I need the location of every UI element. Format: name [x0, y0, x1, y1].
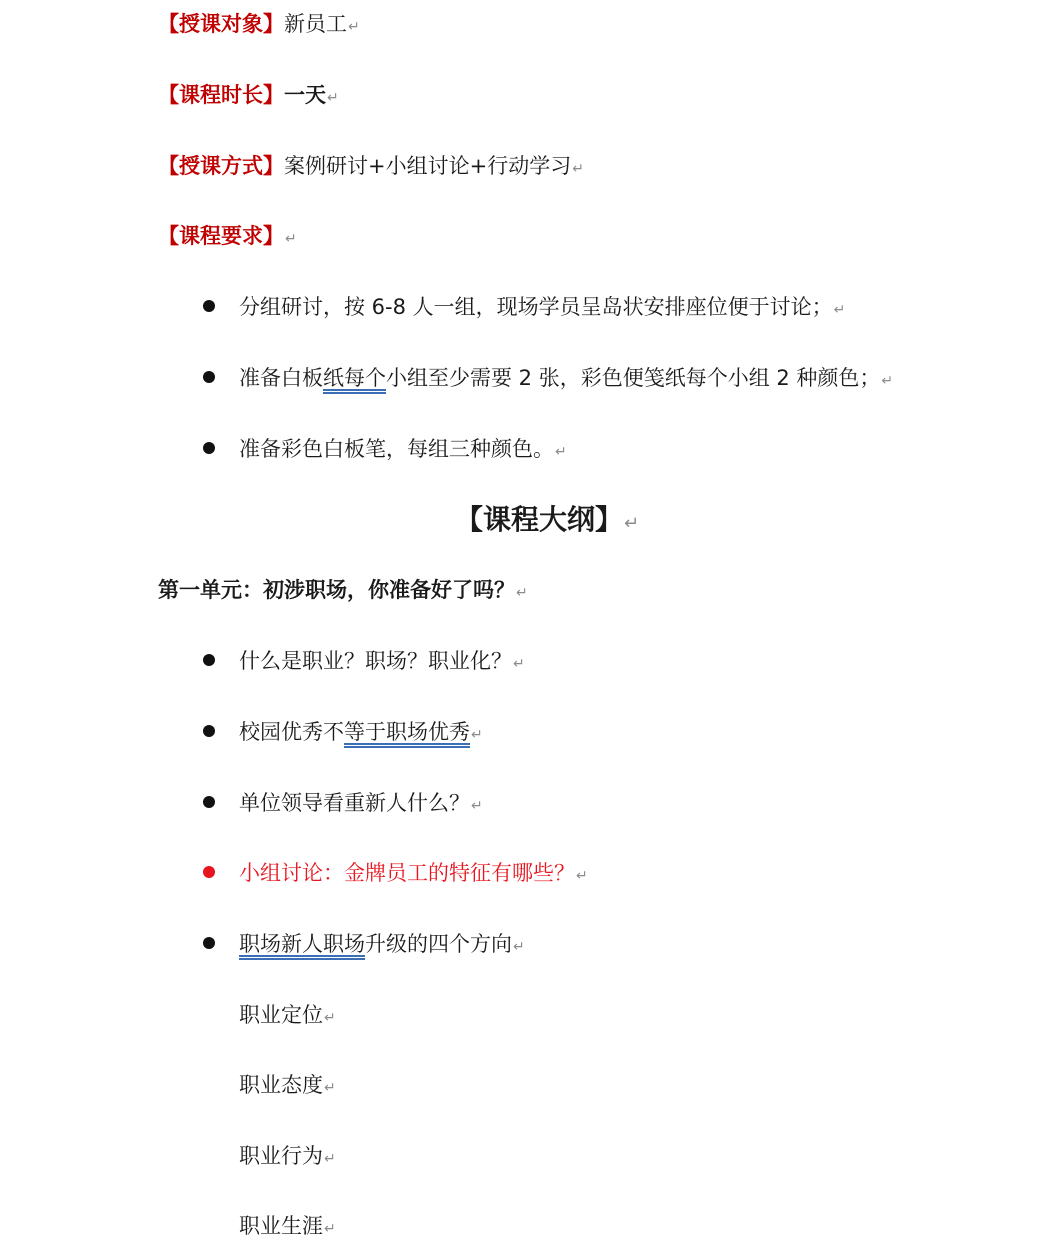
unit1-item — [239, 931, 525, 960]
paragraph-mark-icon: ↵ — [348, 19, 360, 35]
paragraph-mark-icon: ↵ — [324, 1080, 336, 1096]
subitem-text: 职业生涯 — [239, 1214, 323, 1238]
requirement-item — [239, 436, 567, 465]
outline-title-text: 【课程大纲】 — [455, 503, 624, 536]
paragraph-mark-icon: ↵ — [327, 90, 339, 106]
unit1-item-text: 升级的四个方向 — [365, 932, 512, 956]
bullet-icon — [203, 442, 215, 454]
paragraph-mark-icon: ↵ — [833, 302, 846, 318]
paragraph-mark-icon: ↵ — [516, 585, 528, 601]
paragraph-mark-icon: ↵ — [513, 656, 525, 672]
paragraph-mark-icon: ↵ — [324, 1151, 336, 1167]
requirement-text: 准备白板 — [239, 366, 323, 390]
unit1-item — [239, 719, 483, 748]
unit1-item-text-underlined: 职场新人职场 — [239, 932, 365, 956]
paragraph-mark-icon: ↵ — [285, 231, 297, 247]
unit1-subitem — [239, 1072, 336, 1101]
bullet-icon — [203, 796, 215, 808]
paragraph-mark-icon: ↵ — [324, 1010, 336, 1026]
meta-method — [158, 153, 584, 182]
requirements-label: 【课程要求】 — [158, 224, 284, 248]
bullet-icon — [203, 937, 215, 949]
bullet-icon — [203, 725, 215, 737]
meta-audience — [158, 11, 360, 40]
unit1-item-text: 什么是职业？职场？职业化？ — [239, 649, 512, 673]
paragraph-mark-icon: ↵ — [513, 939, 525, 955]
audience-value: 新员工 — [284, 12, 347, 36]
requirement-item — [239, 365, 893, 394]
paragraph-mark-icon: ↵ — [324, 1221, 336, 1237]
meta-duration — [158, 82, 339, 111]
bullet-icon — [203, 654, 215, 666]
requirement-text-underlined: 纸每个 — [323, 366, 386, 390]
unit1-subitem — [239, 1143, 336, 1172]
subitem-text: 职业行为 — [239, 1144, 323, 1168]
subitem-text: 职业态度 — [239, 1073, 323, 1097]
meta-requirements — [158, 223, 297, 252]
requirement-text: 准备彩色白板笔，每组三种颜色。 — [239, 437, 554, 461]
requirement-text: 分组研讨，按 6-8 人一组，现场学员呈岛状安排座位便于讨论； — [239, 295, 833, 319]
outline-title — [455, 503, 639, 541]
bullet-icon — [203, 300, 215, 312]
paragraph-mark-icon: ↵ — [576, 868, 588, 884]
paragraph-mark-icon: ↵ — [572, 161, 584, 177]
unit1-title-text: 第一单元：初涉职场，你准备好了吗？ — [158, 578, 515, 602]
unit1-item-text: 小组讨论：金牌员工的特征有哪些？ — [239, 861, 575, 885]
unit1-subitem — [239, 1002, 336, 1031]
unit1-item-text-underlined: 等于职场优秀 — [344, 720, 470, 744]
unit1-title — [158, 577, 528, 606]
unit1-item — [239, 648, 525, 677]
paragraph-mark-icon: ↵ — [881, 373, 894, 389]
paragraph-mark-icon: ↵ — [471, 727, 483, 743]
duration-value: 一天 — [284, 83, 326, 107]
unit1-subitem — [239, 1213, 336, 1242]
unit1-item-text: 校园优秀不 — [239, 720, 344, 744]
duration-label: 【课程时长】 — [158, 83, 284, 107]
bullet-icon — [203, 866, 215, 878]
paragraph-mark-icon: ↵ — [471, 798, 483, 814]
subitem-text: 职业定位 — [239, 1003, 323, 1027]
bullet-icon — [203, 371, 215, 383]
requirement-text: 小组至少需要 2 张，彩色便笺纸每个小组 2 种颜色； — [386, 366, 881, 390]
unit1-item-text: 单位领导看重新人什么？ — [239, 791, 470, 815]
paragraph-mark-icon: ↵ — [555, 444, 567, 460]
requirement-item — [239, 294, 845, 323]
audience-label: 【授课对象】 — [158, 12, 284, 36]
unit1-item — [239, 790, 483, 819]
paragraph-mark-icon: ↵ — [624, 513, 640, 534]
method-label: 【授课方式】 — [158, 154, 284, 178]
method-value: 案例研讨+小组讨论+行动学习 — [284, 154, 572, 178]
unit1-item-highlight — [239, 860, 588, 889]
